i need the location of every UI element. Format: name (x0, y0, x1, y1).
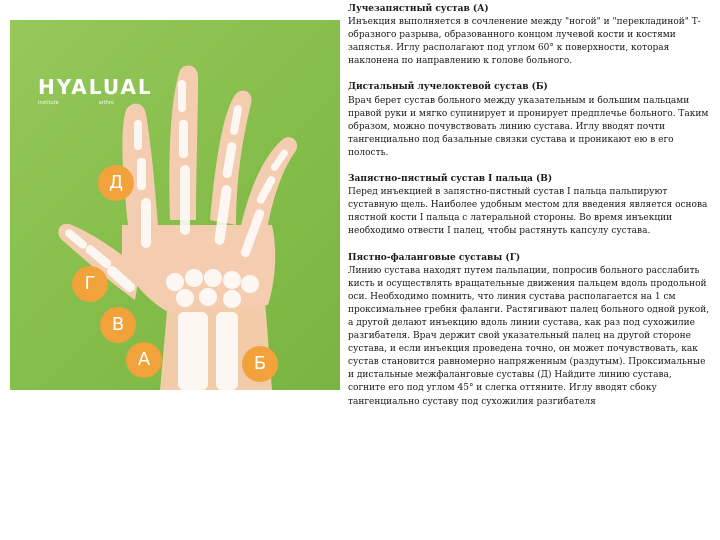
section-mcp-joints (348, 252, 710, 409)
section-body: Врач берет сустав больного между указательным и большим пальцами правой руки и мягко супинирует и пронирует предплечье больного. Таким образом, можно почувствовать линию сустава. Иглу вводят почти тангенциально под базальные связки сустава и проникают ею в его полость. (348, 95, 709, 158)
section-distal-radioulnar-joint (348, 81, 710, 160)
logo-subtitle: institute arthro (38, 100, 114, 106)
marker-v: В (100, 307, 136, 343)
marker-b: Б (242, 346, 278, 382)
text-column (348, 3, 710, 422)
section-title: Дистальный лучелоктевой сустав (Б) (348, 82, 548, 93)
section-thumb-cmc-joint (348, 173, 710, 238)
logo-wordmark: HYALUAL (38, 75, 153, 99)
hand-illustration (10, 20, 340, 390)
section-title: Лучезапястный сустав (А) (348, 4, 489, 14)
section-wrist-joint (348, 3, 710, 68)
marker-d: Д (98, 165, 134, 201)
section-title: Пястно-фаланговые суставы (Г) (348, 252, 521, 263)
section-body: Инъекция выполняется в сочленение между "ногой" и "перекладиной" Т-образного разрыва, образованного концом лучевой кости и костями запястья. Иглу располагают под углом 60° к поверхности, которая наклонена по направлению к голове больного. (348, 17, 701, 67)
section-body: Перед инъекцией в запястно-пястный сустав I пальца пальпируют суставную щель. Наиболее удобным местом для введения является основа пястной кости I пальца с латеральной стороны. Во время инъекции необходимо отвести I палец, чтобы растянуть капсулу сустава. (348, 187, 708, 237)
marker-a: А (126, 342, 162, 378)
section-title: Запястно-пястный сустав I пальца (В) (348, 174, 553, 185)
marker-g: Г (72, 266, 108, 302)
hyalual-logo (38, 75, 153, 106)
section-body: Линию сустава находят путем пальпации, попросив больного расслабить кисть и осуществлять вращательные движения пальцем вдоль продольной оси. Необходимо помнить, что линия сустава располагается на 1 см проксимальнее гребня фаланги. Растягивают палец больного одной рукой, а другой делают инъекцию вдоль линии сустава, как раз под сухожилие разгибателя. Врач держит свой указательный палец на другой стороне сустава, и если инъекция проведена точно, он может почувствовать, как сустав становится равномерно напряженным (раздутым). Проксимальные и дистальные межфаланговые суставы (Д) Найдите линию сустава, согните его под углом 45° и слегка оттяните. Иглу вводят сбоку тангенциально суставу под сухожилия разгибателя (348, 265, 710, 407)
